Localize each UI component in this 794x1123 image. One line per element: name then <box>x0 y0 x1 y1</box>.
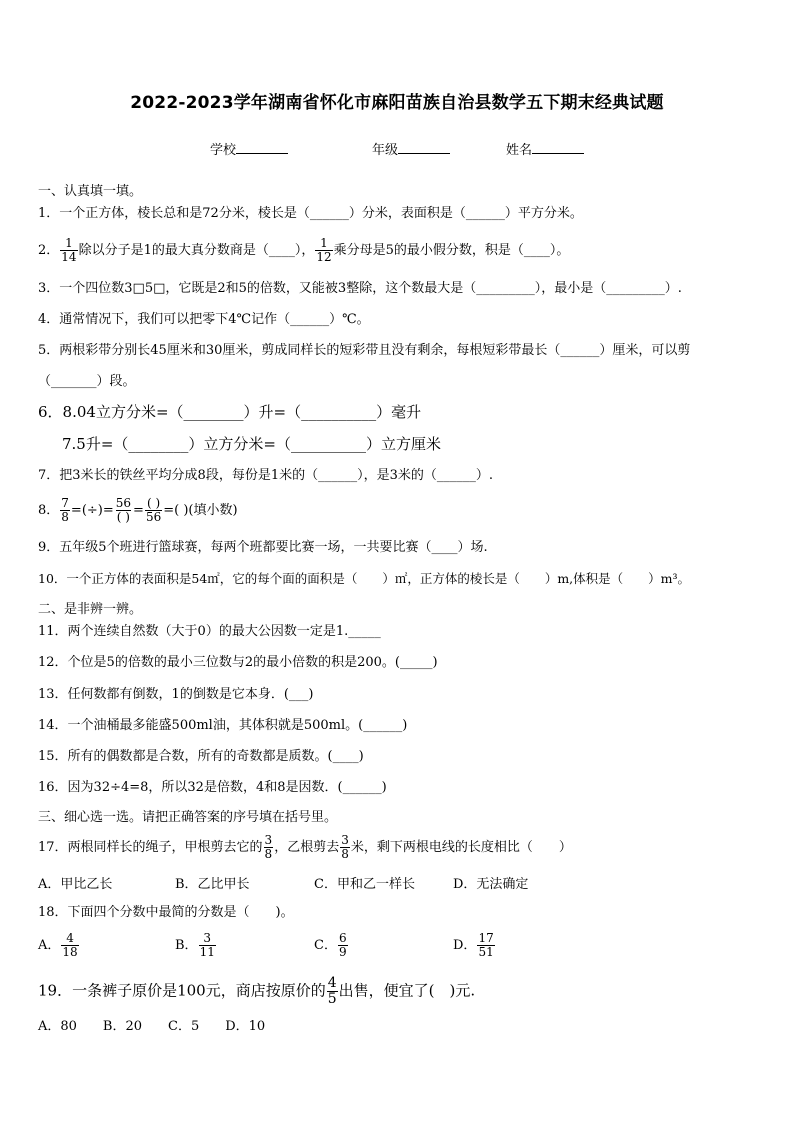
option-fraction <box>477 932 494 959</box>
question-9: 9．五年级5个班进行篮球赛，每两个班都要比赛一场，一共要比赛（____）场. <box>38 540 488 555</box>
fraction-denominator: 9 <box>338 945 347 959</box>
q8-fraction-1 <box>60 497 70 524</box>
grade-blank <box>398 141 450 154</box>
q2-fraction-2 <box>315 237 332 264</box>
q17-text-3: 米，剩下两根电线的长度相比（ ） <box>350 840 572 855</box>
fraction-numerator: ( ) <box>146 496 161 510</box>
q19-options: A．80 B．20 C．5 D．10 <box>38 1019 266 1034</box>
option-label: B． <box>175 938 198 953</box>
q17-text-2: ，乙根剪去 <box>274 840 340 855</box>
q19-fraction <box>327 976 338 1007</box>
question-15: 15．所有的偶数都是合数，所有的奇数都是质数。(____) <box>38 749 364 764</box>
question-5-line-1: 5．两根彩带分别长45厘米和30厘米，剪成同样长的短彩带且没有剩余，每根短彩带最长（______）厘米，可以剪 <box>38 343 691 358</box>
question-8 <box>38 497 238 524</box>
option-fraction <box>61 932 78 959</box>
q8-text-1: =(÷)= <box>70 503 114 518</box>
name-blank <box>532 141 584 154</box>
school-field <box>210 139 288 158</box>
question-6-line-1: 6．8.04立方分米=（________）升=（__________）毫升 <box>38 403 422 421</box>
option-label: C． <box>314 938 337 953</box>
name-field <box>506 139 584 158</box>
q17-option-c: C．甲和乙一样长 <box>314 877 415 892</box>
q17-option-d: D．无法确定 <box>453 877 529 892</box>
question-10: 10．一个正方体的表面积是54㎡，它的每个面的面积是（ ）㎡，正方体的棱长是（ ）m,体积是（ ）m³。 <box>38 571 691 586</box>
school-label: 学校 <box>210 143 237 158</box>
q17-fraction-2 <box>340 834 350 861</box>
fraction-denominator: 5 <box>327 991 337 1007</box>
fraction-denominator: 56 <box>145 510 162 524</box>
q17-option-b: B．乙比甲长 <box>175 877 250 892</box>
question-12: 12．个位是5的倍数的最小三位数与2的最小倍数的积是200。(_____) <box>38 655 438 670</box>
q2-text-1: 除以分子是1的最大真分数商是（____）， <box>78 243 315 258</box>
question-18: 18．下面四个分数中最简的分数是（ )。 <box>38 905 294 920</box>
option-label: A． <box>38 938 61 953</box>
fraction-denominator: 12 <box>316 250 332 264</box>
q19-text-1: 19．一条裤子原价是100元，商店按原价的 <box>38 981 326 1000</box>
grade-label: 年级 <box>372 143 399 158</box>
question-3: 3．一个四位数3□5□，它既是2和5的倍数，又能被3整除，这个数最大是（_________），最小是（_________）. <box>38 281 682 296</box>
fraction-numerator: 4 <box>66 931 74 945</box>
name-label: 姓名 <box>506 143 533 158</box>
page-title: 2022-2023学年湖南省怀化市麻阳苗族自治县数学五下期末经典试题 <box>130 93 664 113</box>
q18-option-a <box>38 932 80 959</box>
fraction-numerator: 3 <box>203 931 212 945</box>
fraction-denominator: ( ) <box>116 510 130 524</box>
section-3-heading: 三、细心选一选。请把正确答案的序号填在括号里。 <box>38 810 338 825</box>
section-1-heading: 一、认真填一填。 <box>38 184 143 199</box>
section-2-heading: 二、是非辨一辨。 <box>38 602 143 617</box>
option-fraction <box>338 932 348 959</box>
q2-number: 2． <box>38 243 60 258</box>
q8-fraction-3 <box>145 497 162 524</box>
fraction-denominator: 8 <box>341 847 349 861</box>
question-2 <box>38 237 569 264</box>
question-7: 7．把3米长的铁丝平均分成8段，每份是1米的（______），是3米的（______）. <box>38 468 493 483</box>
fraction-numerator: 7 <box>61 496 69 510</box>
question-17 <box>38 834 572 861</box>
school-blank <box>236 141 288 154</box>
question-14: 14．一个油桶最多能盛500ml油，其体积就是500ml。(______) <box>38 718 408 733</box>
fraction-denominator: 8 <box>264 847 273 861</box>
question-4: 4．通常情况下，我们可以把零下4℃记作（______）℃。 <box>38 312 370 327</box>
fraction-denominator: 8 <box>61 510 69 524</box>
q18-option-c <box>314 932 349 959</box>
question-13: 13．任何数都有倒数，1的倒数是它本身．(___) <box>38 687 314 702</box>
q18-option-b <box>175 932 217 959</box>
q17-text-1: 17．两根同样长的绳子，甲根剪去它的 <box>38 840 263 855</box>
fraction-denominator: 14 <box>61 250 77 264</box>
question-1: 1．一个正方体，棱长总和是72分米，棱长是（______）分米，表面积是（______）平方分米。 <box>38 206 583 221</box>
fraction-numerator: 17 <box>478 931 494 945</box>
fraction-denominator: 18 <box>62 945 78 959</box>
question-11: 11．两个连续自然数（大于0）的最大公因数一定是1._____ <box>38 624 381 639</box>
fraction-numerator: 4 <box>327 975 337 991</box>
question-6-line-2: 7.5升=（________）立方分米=（__________）立方厘米 <box>62 435 441 453</box>
q8-number: 8． <box>38 503 60 518</box>
q17-option-a: A．甲比乙长 <box>38 877 113 892</box>
option-label: D． <box>453 938 477 953</box>
q8-text-2: = <box>133 503 144 518</box>
q17-fraction-1 <box>264 834 274 861</box>
grade-field <box>372 139 450 158</box>
fraction-numerator: 3 <box>264 833 273 847</box>
question-19 <box>38 976 475 1007</box>
fraction-numerator: 6 <box>338 931 347 945</box>
q8-fraction-2 <box>115 497 132 524</box>
question-16: 16．因为32÷4=8，所以32是倍数，4和8是因数．(______) <box>38 780 387 795</box>
fraction-numerator: 1 <box>320 236 328 250</box>
q18-option-d <box>453 932 496 959</box>
fraction-numerator: 1 <box>65 236 73 250</box>
q19-text-2: 出售，便宜了( )元. <box>338 981 476 1000</box>
q2-text-2: 乘分母是5的最小假分数，积是（____）。 <box>333 243 570 258</box>
fraction-denominator: 51 <box>478 945 494 959</box>
fraction-numerator: 56 <box>115 496 132 510</box>
question-5-line-2: （_______）段。 <box>38 374 136 389</box>
q8-text-3: =( )(填小数) <box>163 503 238 518</box>
fraction-denominator: 11 <box>199 945 215 959</box>
option-fraction <box>199 932 216 959</box>
q2-fraction-1 <box>60 237 77 264</box>
fraction-numerator: 3 <box>341 833 349 847</box>
